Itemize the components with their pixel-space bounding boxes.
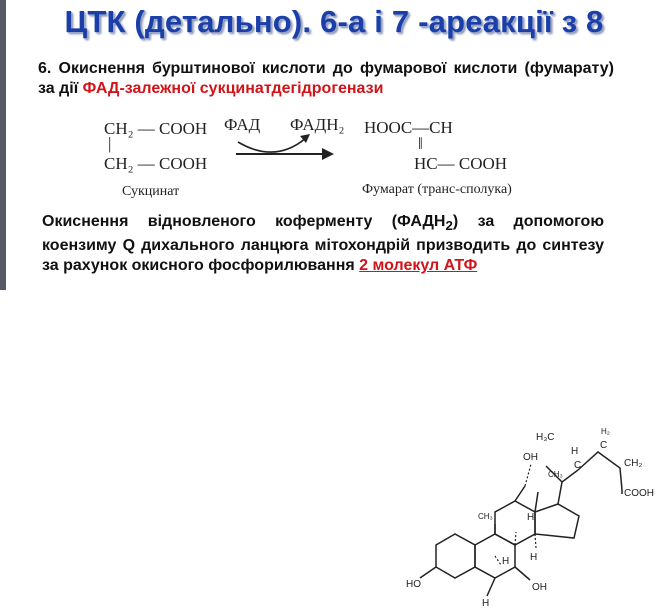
label-ch3-left: CH₃: [478, 512, 493, 521]
step6-enzyme: ФАД-залежної сукцинатдегідрогенази: [82, 80, 384, 97]
label-h-bottom: H: [482, 598, 490, 609]
step7-subscript: 2: [445, 218, 453, 234]
label-oh-top: OH: [523, 452, 538, 463]
step7-text-b: ) за допомогою коензиму Q дихального ланцюга мітохондрій призводить до синтезу за рахунок окисного фосфорилювання: [42, 213, 604, 275]
label-h-mid: H: [527, 512, 535, 523]
succinate-line-2: CH₂ — COOH: [104, 154, 208, 173]
succinate-bond: |: [108, 134, 112, 153]
fumarate-bond: ‖: [418, 134, 423, 153]
bile-acid-structure: [398, 420, 658, 614]
label-cooh: COOH: [624, 488, 654, 499]
label-h3c: H₃C: [536, 432, 555, 443]
reaction-scheme: [100, 112, 540, 208]
label-ch2: CH₂: [624, 458, 643, 469]
cofactor-in: ФАД: [224, 115, 261, 134]
cofactor-out: ФАДН₂: [290, 115, 345, 134]
label-oh-right: OH: [532, 582, 547, 593]
label-c2: C: [600, 440, 608, 451]
step7-atp-highlight: 2 молекул АТФ: [359, 257, 478, 275]
slide-left-bar: [0, 0, 6, 290]
label-h-lower-left: H: [502, 556, 510, 567]
slide-title: ЦТК (детально). 6-а і 7 -ареакції з 8: [64, 4, 604, 39]
step7-text-a: Окиснення відновленого коферменту (ФАДН: [42, 213, 446, 230]
fumarate-line-2: HC— COOH: [414, 154, 508, 173]
label-h-lower-right: H: [530, 552, 538, 563]
step6-text: 6. Окиснення бурштинової кислоти до фумарової кислоти (фумарату) за дії: [38, 60, 614, 97]
label-h2: H₂: [601, 427, 610, 436]
step7-paragraph: [42, 212, 604, 276]
label-h-top: H: [571, 446, 579, 457]
succinate-name: Сукцинат: [122, 184, 180, 199]
fumarate-line-1: HOOC—CH: [364, 118, 453, 137]
fumarate-name: Фумарат (транс-сполука): [362, 182, 512, 197]
succinate-line-1: CH₂ — COOH: [104, 119, 208, 138]
label-c-top: C: [574, 460, 582, 471]
label-ho-left: HO: [406, 579, 421, 590]
label-ch3-upper: CH₃: [548, 470, 563, 479]
step6-paragraph: [38, 59, 614, 99]
